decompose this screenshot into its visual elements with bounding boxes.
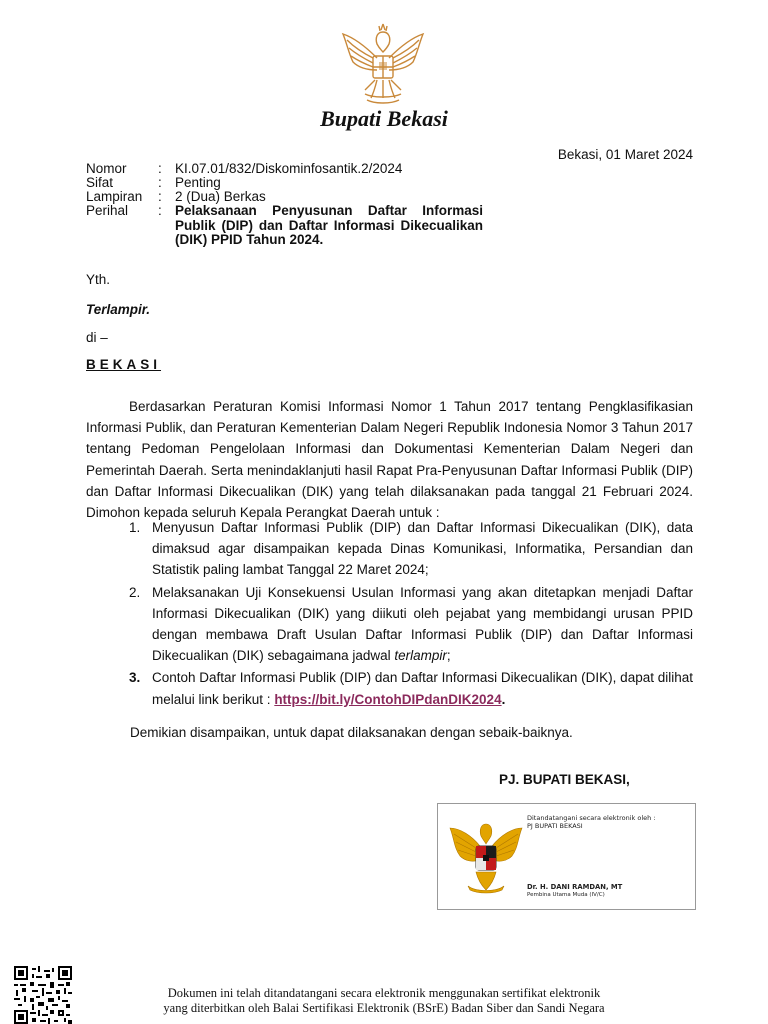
list-number: 3. (129, 670, 141, 686)
e-signature-footer (0, 986, 768, 1016)
footer-line: Dokumen ini telah ditandatangani secara elektronik menggunakan sertifikat elektronik (167, 986, 601, 1000)
list-item-end: . (501, 691, 506, 707)
list-item-italic: terlampir (394, 648, 447, 664)
signed-by-label: Ditandatangani secara elektronik oleh : (527, 814, 656, 822)
body-paragraph: Berdasarkan Peraturan Komisi Informasi Nomor 1 Tahun 2017 tentang Pengklasifikasian Informasi Publik, dan Peraturan Kementerian Dalam Negeri Republik Indonesia Nomor 3 Tahun 2017 tentang Pedoman Pengelolaan Informasi dan Dokumentasi Kementerian Dalam Negeri dan Pemerintah Daerah. Serta menindaklanjuti hasil Rapat Pra-Penyusunan Daftar Informasi Publik (DIP) dan Daftar Informasi Dikecualikan (DIK) yang telah dilaksanakan pada tanggal 21 Februari 2024. Dimohon kepada seluruh Kepala Perangkat Daerah untuk : (86, 399, 693, 521)
meta-value: 2 (Dua) Berkas (175, 189, 266, 204)
list-item (86, 517, 693, 581)
list-item-text: Melaksanakan Uji Konsekuensi Usulan Informasi yang akan ditetapkan menjadi Daftar Informasi Dikecualikan (DIK) yang diikuti oleh pejabat yang membidangi urusan PPID dengan membawa Draft Usulan Daftar Informasi Publik (DIP) dan Daftar Informasi Dikecualikan (DIK) sebagaimana jadwal (152, 584, 693, 664)
closing-text: Demikian disampaikan, untuk dapat dilaksanakan dengan sebaik-baiknya. (130, 725, 573, 740)
e-signature-box (437, 803, 696, 910)
meta-colon: : (158, 189, 162, 204)
recipient-terlampir: Terlampir. (86, 302, 151, 317)
meta-colon: : (158, 203, 162, 218)
garuda-pancasila-emblem-icon (337, 18, 429, 106)
meta-label: Nomor (86, 161, 127, 176)
letterhead-title: Bupati Bekasi (320, 106, 448, 131)
meta-value: KI.07.01/832/Diskominfosantik.2/2024 (175, 161, 403, 176)
list-item (86, 667, 693, 709)
recipient-city: BEKASI (86, 357, 162, 372)
meta-value: Penting (175, 175, 221, 190)
signer-rank: Pembina Utama Muda (IV/C) (527, 892, 605, 898)
garuda-emblem-icon (446, 816, 526, 896)
recipient-di: di – (86, 330, 108, 345)
meta-colon: : (158, 175, 162, 190)
meta-label: Perihal (86, 203, 129, 218)
meta-label: Sifat (86, 175, 114, 190)
list-item-text: Contoh Daftar Informasi Publik (DIP) dan Daftar Informasi Dikecualikan (DIK), dapat dilihat melalui link berikut : (152, 670, 693, 707)
list-number: 2. (129, 584, 141, 600)
meta-label: Lampiran (86, 189, 143, 204)
signer-name: Dr. H. DANI RAMDAN, MT (527, 883, 623, 891)
list-item-end: ; (446, 648, 451, 664)
signed-by-role: PJ BUPATI BEKASI (527, 822, 583, 830)
salutation: Yth. (86, 272, 111, 287)
signature-title: PJ. BUPATI BEKASI, (499, 772, 630, 787)
example-link[interactable]: https://bit.ly/ContohDIPdanDIK2024 (274, 691, 502, 707)
meta-colon: : (158, 161, 162, 176)
list-number: 1. (129, 520, 141, 535)
instruction-list (86, 517, 693, 711)
place-date: Bekasi, 01 Maret 2024 (557, 147, 693, 162)
list-item-text: Menyusun Daftar Informasi Publik (DIP) dan Daftar Informasi Dikecualikan (DIK), data dimaksud agar disampaikan kepada Dinas Komunikasi, Informatika, Persandian dan Statistik paling lambat Tanggal 22 Maret 2024; (152, 520, 693, 578)
footer-line: yang diterbitkan oleh Balai Sertifikasi Elektronik (BSrE) Badan Siber dan Sandi Negara (163, 1001, 605, 1015)
list-item (86, 582, 693, 667)
meta-value: Pelaksanaan Penyusunan Daftar Informasi Publik (DIP) dan Daftar Informasi Dikecualikan (DIK) PPID Tahun 2024. (175, 203, 483, 247)
